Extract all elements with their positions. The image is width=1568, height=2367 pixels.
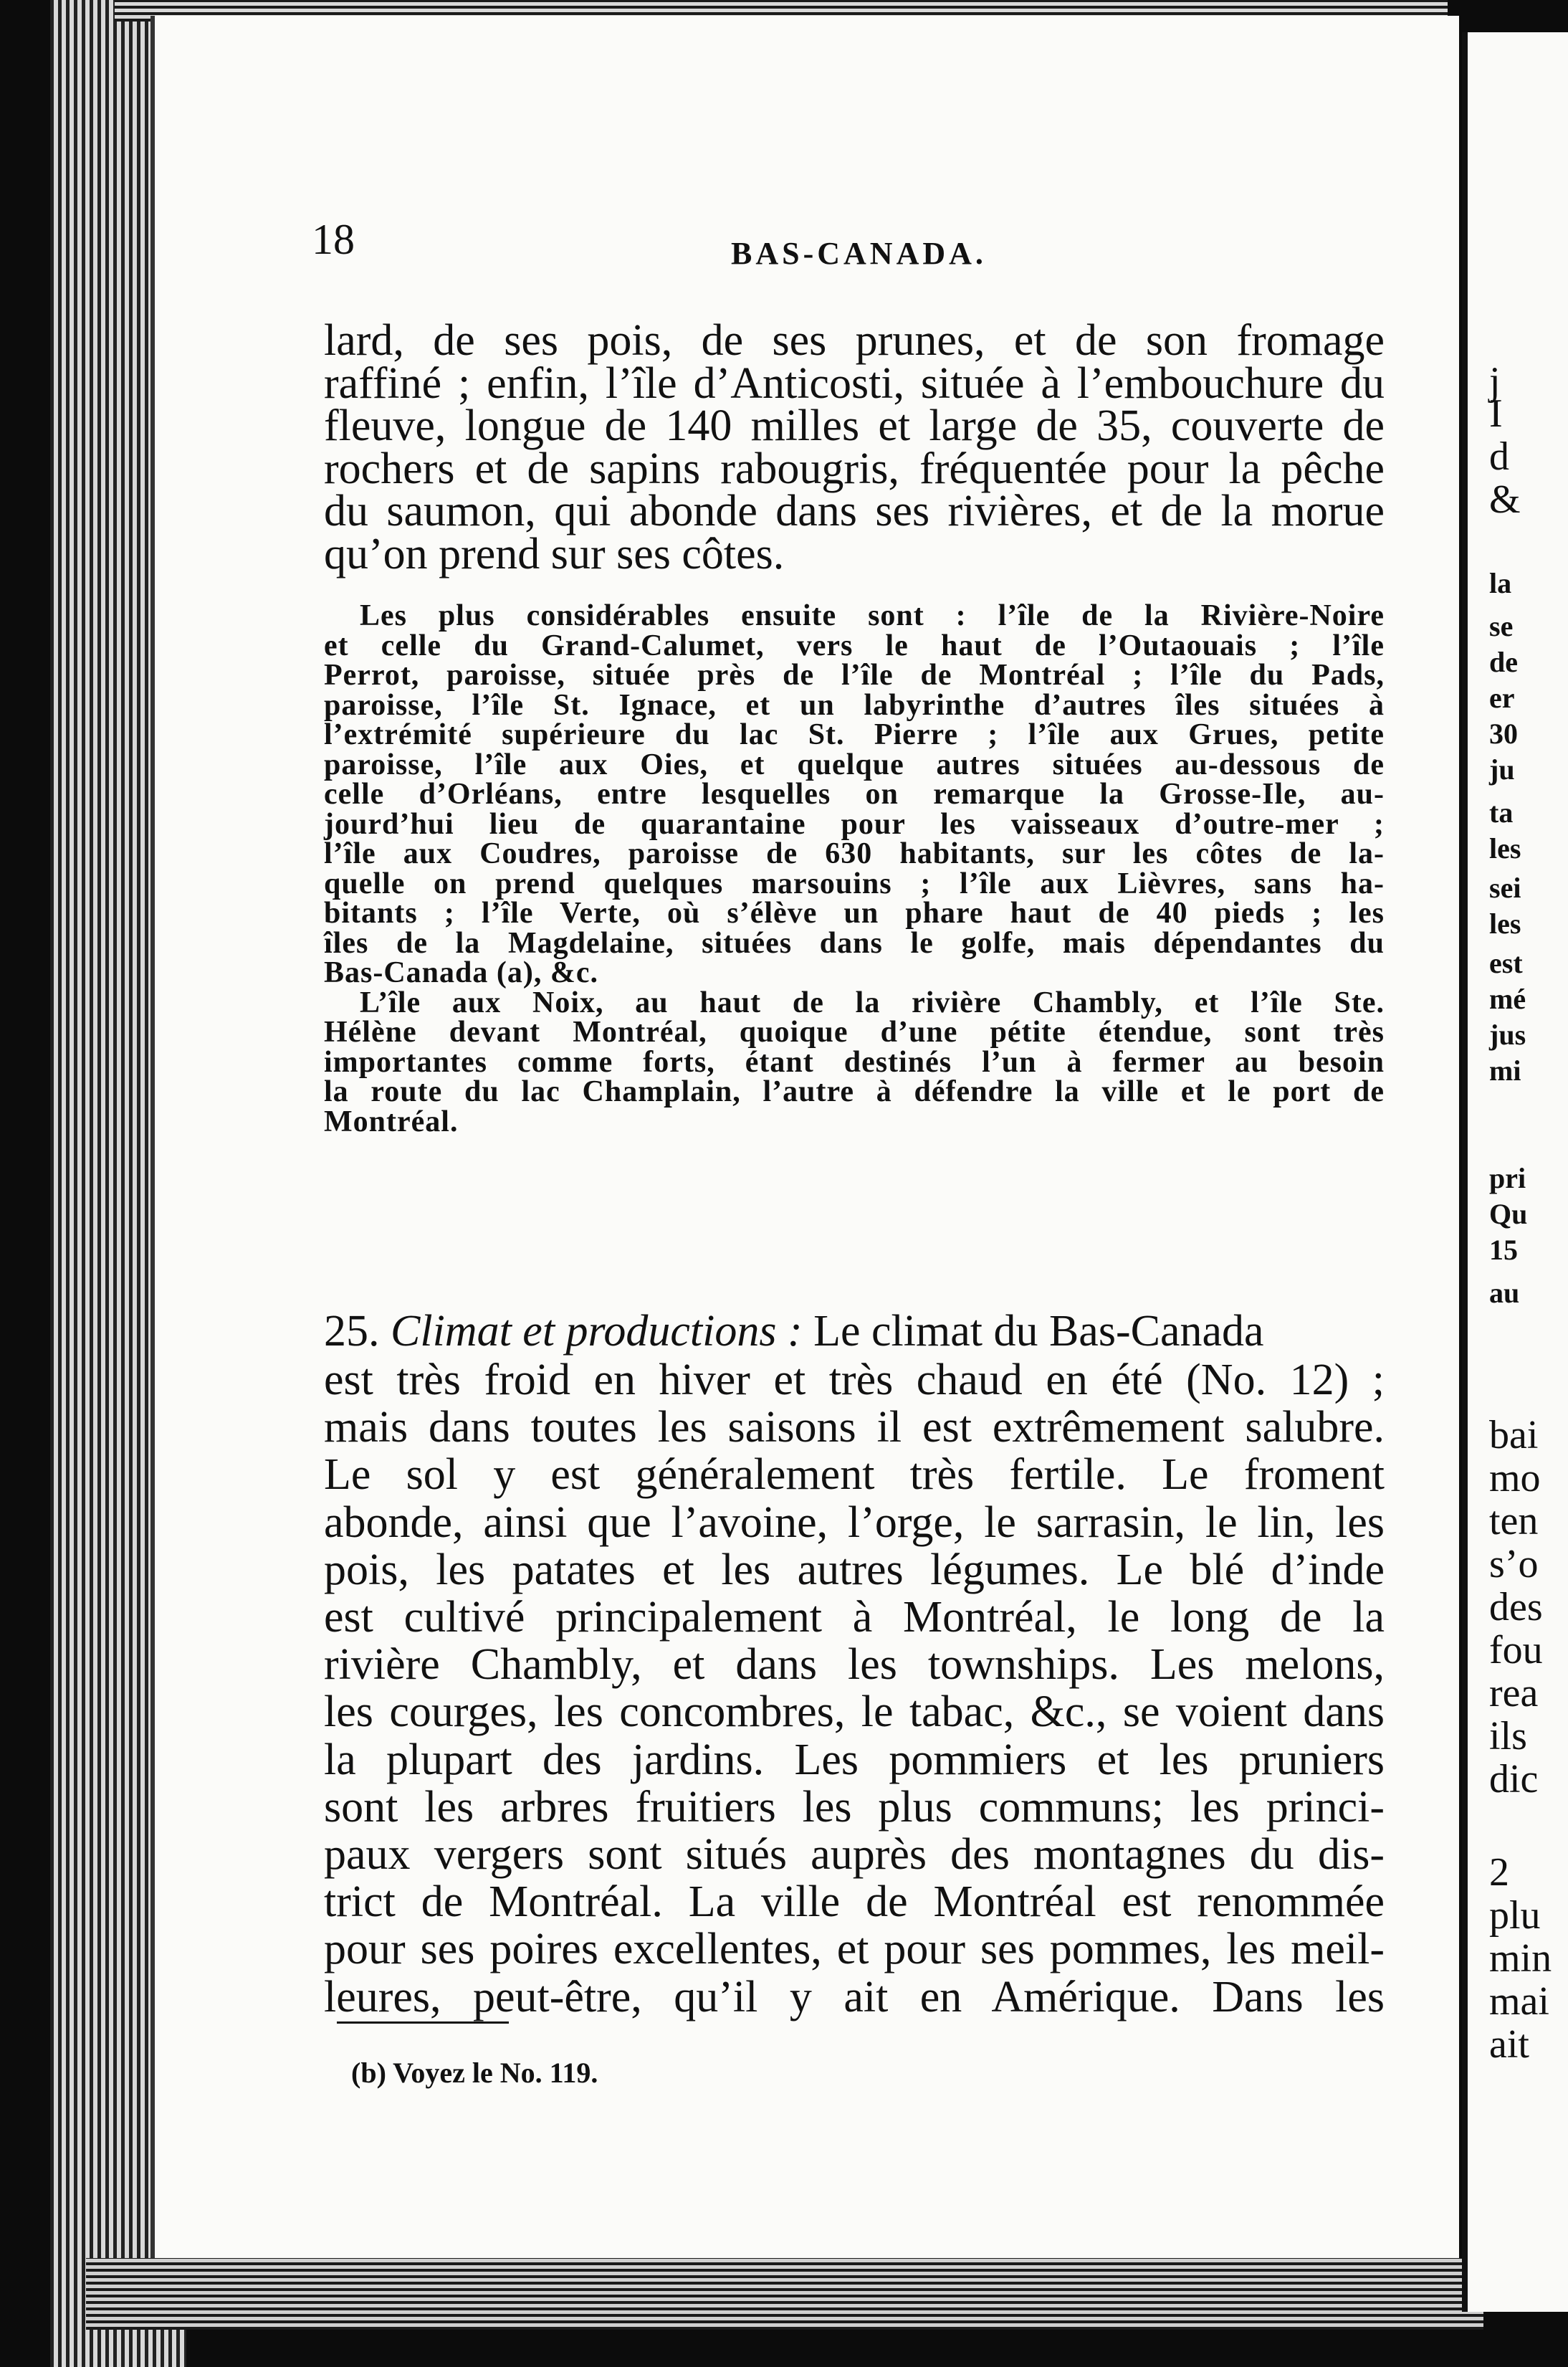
facing-page-fragment: mé <box>1489 983 1526 1015</box>
small-print-line: bitants ; l’île Verte, où s’élève un phare haut de 40 pieds ; les <box>324 897 1385 930</box>
facing-page-fragment: ta <box>1489 796 1514 829</box>
body-line: du saumon, qui abonde dans ses rivières, et de la morue <box>324 487 1385 535</box>
section-line: paux vergers sont situés auprès des montagnes du dis- <box>324 1830 1385 1879</box>
small-print-line: et celle du Grand-Calumet, vers le haut de l’Outaouais ; l’île <box>324 629 1385 662</box>
section-line: pour ses poires excellentes, et pour ses pommes, les meil- <box>324 1925 1385 1974</box>
body-line: lard, de ses pois, de ses prunes, et de son fromage <box>324 316 1385 365</box>
facing-page-fragment: s’o <box>1489 1542 1539 1586</box>
facing-page-fragment: mi <box>1489 1054 1521 1087</box>
small-print-line: Hélène devant Montréal, quoique d’une pétite étendue, sont très <box>324 1016 1385 1049</box>
facing-page-fragment: I <box>1489 391 1503 436</box>
facing-page-fragment: jus <box>1489 1019 1526 1051</box>
facing-page-fragment: dic <box>1489 1757 1539 1801</box>
facing-page-fragment: 15 <box>1489 1234 1518 1266</box>
page-number: 18 <box>312 216 355 263</box>
small-print-line: jourd’hui lieu de quarantaine pour les vaisseaux d’outre-mer ; <box>324 807 1385 841</box>
section-line: pois, les patates et les autres légumes. Le blé d’inde <box>324 1545 1385 1594</box>
small-print-line: l’extrémité supérieure du lac St. Pierre ; l’île aux Grues, petite <box>324 718 1385 751</box>
small-print-line: la route du lac Champlain, l’autre à défendre la ville et le port de <box>324 1075 1385 1108</box>
small-print-line: paroisse, l’île aux Oies, et quelque autres situées au-dessous de <box>324 748 1385 781</box>
facing-page-fragment: & <box>1489 477 1521 522</box>
section-line: est cultivé principalement à Montréal, le long de la <box>324 1593 1385 1642</box>
section-line: les courges, les concombres, le tabac, &c., se voient dans <box>324 1687 1385 1737</box>
small-print-line: Perrot, paroisse, située près de l’île de Montréal ; l’île du Pads, <box>324 659 1385 692</box>
facing-page-fragment: est <box>1489 947 1523 979</box>
footnote-rule <box>337 2021 509 2024</box>
facing-page-fragment: les <box>1489 832 1521 865</box>
footnote: (b) Voyez le No. 119. <box>351 2057 598 2089</box>
facing-page-fragment: se <box>1489 610 1514 642</box>
small-print-line: Les plus considérables ensuite sont : l’île de la Rivière-Noire <box>360 599 1385 632</box>
facing-page-fragment: er <box>1489 682 1515 714</box>
facing-page-fragment: de <box>1489 646 1518 678</box>
body-line: rochers et de sapins rabougris, fréquentée pour la pêche <box>324 444 1385 493</box>
section-line: Le sol y est généralement très fertile. Le froment <box>324 1450 1385 1500</box>
facing-page-fragment: ils <box>1489 1714 1527 1758</box>
facing-page-fragment: les <box>1489 908 1521 940</box>
facing-page-fragment: 2 <box>1489 1850 1509 1895</box>
section-line: trict de Montréal. La ville de Montréal est renommée <box>324 1877 1385 1927</box>
facing-page-fragment: fou <box>1489 1628 1543 1672</box>
small-print-line: L’île aux Noix, au haut de la rivière Chambly, et l’île Ste. <box>360 986 1385 1019</box>
section-first-line: Le climat du Bas-Canada <box>813 1307 1264 1356</box>
section-line: abonde, ainsi que l’avoine, l’orge, le sarrasin, le lin, les <box>324 1497 1385 1547</box>
section-line: rivière Chambly, et dans les townships. Les melons, <box>324 1640 1385 1690</box>
small-print-line: celle d’Orléans, entre lesquelles on remarque la Grosse-Ile, au- <box>324 778 1385 811</box>
small-print-line: Bas-Canada (a), &c. <box>324 956 598 989</box>
body-line: fleuve, longue de 140 milles et large de 35, couverte de <box>324 401 1385 450</box>
small-print-line: Montréal. <box>324 1105 459 1138</box>
facing-page-fragment: min <box>1489 1936 1552 1981</box>
small-print-line: îles de la Magdelaine, situées dans le golfe, mais dépendantes du <box>324 926 1385 960</box>
facing-page-fragment: rea <box>1489 1671 1539 1715</box>
facing-page-fragment: d <box>1489 434 1509 479</box>
small-print-line: l’île aux Coudres, paroisse de 630 habitants, sur les côtes de la- <box>324 837 1385 870</box>
facing-page-fragment: 30 <box>1489 718 1518 750</box>
running-head: BAS-CANADA. <box>731 236 987 271</box>
facing-page-fragment: plu <box>1489 1893 1541 1938</box>
facing-page-fragment: sei <box>1489 872 1521 904</box>
small-print-line: importantes comme forts, étant destinés l’un à fermer au besoin <box>324 1045 1385 1079</box>
body-line: raffiné ; enfin, l’île d’Anticosti, située à l’embouchure du <box>324 358 1385 408</box>
body-line: qu’on prend sur ses côtes. <box>324 529 785 578</box>
section-line: la plupart des jardins. Les pommiers et les pruniers <box>324 1735 1385 1784</box>
section-line: sont les arbres fruitiers les plus communs; les princi- <box>324 1782 1385 1832</box>
facing-page-fragment: mai <box>1489 1979 1549 2024</box>
facing-page-fragment: bai <box>1489 1413 1539 1457</box>
facing-page-fragment: pri <box>1489 1162 1526 1194</box>
book-page-edges-bottom <box>86 2258 1483 2330</box>
facing-page-fragment: ten <box>1489 1499 1539 1543</box>
small-print-line: paroisse, l’île St. Ignace, et un labyrinthe d’autres îles situées à <box>324 688 1385 722</box>
facing-page-fragment: Qu <box>1489 1198 1528 1230</box>
small-print-line: quelle on prend quelques marsouins ; l’île aux Lièvres, sans ha- <box>324 867 1385 900</box>
section-line: leures, peut-être, qu’il y ait en Amérique. Dans les <box>324 1972 1385 2021</box>
facing-page-fragment: la <box>1489 567 1512 599</box>
section-line: est très froid en hiver et très chaud en été (No. 12) ; <box>324 1356 1385 1404</box>
facing-page-fragment: des <box>1489 1585 1543 1629</box>
section-number: 25. <box>324 1307 380 1356</box>
section-title: Climat et productions : <box>391 1307 803 1356</box>
facing-page-fragment: j <box>1489 359 1501 404</box>
section-line: mais dans toutes les saisons il est extrêmement salubre. <box>324 1403 1385 1452</box>
facing-page-fragment: au <box>1489 1277 1520 1309</box>
facing-page-fragment: mo <box>1489 1456 1541 1500</box>
facing-page-fragment: ait <box>1489 2022 1529 2067</box>
section-heading-line <box>324 1306 1264 1357</box>
facing-page-fragment: ju <box>1489 753 1515 786</box>
